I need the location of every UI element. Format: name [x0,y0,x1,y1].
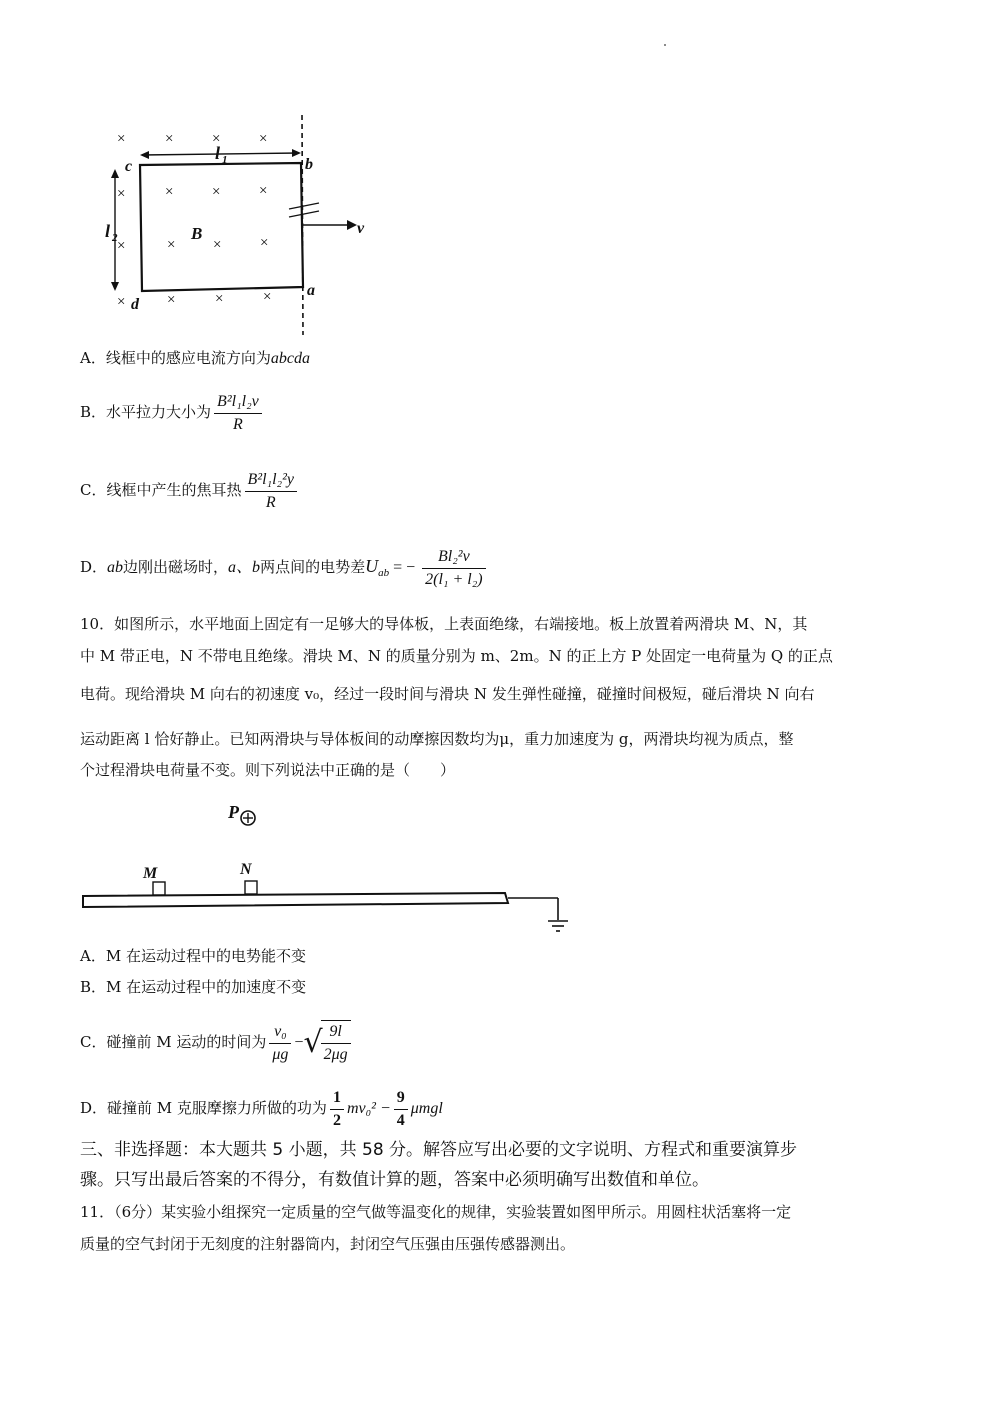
section-heading-line: 骤。只写出最后答案的不得分，有数值计算的题，答案中必须明确写出数值和单位。 [80,1170,709,1190]
q9-option-d [80,544,489,595]
cross-mark: × [212,131,221,147]
cross-mark: × [165,131,174,147]
q10-stem-line: 中 M 带正电，N 不带电且绝缘。滑块 M、N 的质量分别为 m、2m。N 的正上方 P 处固定一电荷量为 Q 的正点 [80,647,833,665]
cross-mark: × [259,183,268,199]
block-N [245,881,257,894]
board-figure [80,790,580,940]
fraction: $\frac{9l}{2\mu g}$ [321,1020,351,1066]
option-letter: D． [80,1099,108,1117]
option-math: ab [107,559,124,576]
cross-mark: × [213,237,222,253]
scan-dot [664,44,666,46]
cross-mark: × [212,184,221,200]
option-text: 水平拉力大小为 [106,403,212,421]
q10-stem-line: 10．如图所示，水平地面上固定有一足够大的导体板，上表面绝缘，右端接地。板上放置着两滑块 M、N，其 [80,615,808,633]
fraction: $\frac{\text{B²l₁l₂v}}{R}$ [214,391,262,436]
option-text: M 在运动过程中的电势能不变 [105,947,306,965]
field-boundary [302,115,303,335]
q9-option-a [80,348,310,369]
label-P: P [228,802,239,822]
q10-stem-line: 个过程滑块电荷量不变。则下列说法中正确的是（ ） [80,761,456,779]
section-heading-line: 三、非选择题：本大题共 5 小题，共 58 分。解答应写出必要的文字说明、方程式和重要演算步 [80,1140,798,1160]
option-math: mv₀² − [346,1100,391,1117]
option-math: U [365,556,379,576]
option-text: 碰撞前 M 克服摩擦力所做的功为 [107,1099,327,1117]
label-B: B [191,224,203,243]
cross-mark: × [167,237,176,253]
label-a: a [307,282,315,299]
q10-option-a [80,946,306,966]
cross-mark: × [165,184,174,200]
option-text: M 在运动过程中的加速度不变 [106,978,307,996]
cross-mark: × [263,289,272,305]
block-M [153,882,165,895]
label-l1-sub: 1 [222,154,228,166]
wire-loop [140,163,303,291]
label-N: N [240,861,252,878]
option-letter: A． [80,947,106,965]
cross-mark: × [260,235,269,251]
label-c: c [125,158,133,175]
option-text: 边刚出磁场时， [123,558,229,576]
label-l2-sub: 2 [112,232,118,244]
option-text: 碰撞前 M 运动的时间为 [106,1033,267,1051]
cross-mark: × [167,292,176,308]
fraction: $\frac{\text{B²l₁l₂²y}}{R}$ [245,469,297,514]
cross-mark: × [259,131,268,147]
option-text: 线框中产生的焦耳热 [106,481,242,499]
q11-stem-line: 质量的空气封闭于无刻度的注射器筒内，封闭空气压强由压强传感器测出。 [80,1235,576,1253]
label-d: d [131,296,139,313]
option-math: a、b [228,559,261,576]
sqrt-icon: √ [303,1025,323,1060]
cross-mark: × [117,294,126,310]
conductor-board [83,893,508,907]
label-l1: l [215,143,221,163]
fraction: $\frac{9}{4}$ [394,1087,408,1132]
cross-mark: × [117,238,126,254]
fraction: $\frac{\text{v₀}}{\mu g}$ [269,1021,291,1066]
q10-option-c [80,1018,354,1067]
option-letter: C． [80,1033,107,1051]
option-text: 两点间的电势差 [260,558,366,576]
option-letter: B． [80,403,107,421]
option-letter: A． [80,349,106,367]
cross-mark: × [117,131,126,147]
q10-stem-line: 电荷。现给滑块 M 向右的初速度 v₀，经过一段时间与滑块 N 发生弹性碰撞，碰撞时间极短，碰后滑块 N 向右 [80,685,815,703]
cross-mark: × [117,186,126,202]
q9-option-b [80,390,265,436]
label-v: v [357,220,365,237]
option-text: 线框中的感应电流方向为 [105,349,271,367]
option-math: μmgl [410,1100,443,1117]
label-l2: l [105,221,111,241]
option-math: ab [378,567,390,579]
option-math: − [294,1034,304,1051]
option-math: abcda [270,350,310,367]
q10-stem-line: 运动距离 l 恰好静止。已知两滑块与导体板间的动摩擦因数均为μ，重力加速度为 g，两滑块均视为质点，整 [80,730,794,748]
fraction: $\frac{1}{2}$ [330,1087,344,1132]
fraction: $\frac{\text{Bl₂²v}}{\text{2(l₁ + l₂)}}$ [422,546,485,591]
q10-option-b [80,977,306,997]
q9-option-c [80,468,300,514]
q11-stem-line: 11．（6分）某实验小组探究一定质量的空气做等温变化的规律，实验装置如图甲所示。用圆柱状活塞将一定 [80,1203,792,1221]
cross-mark: × [215,291,224,307]
option-math: = − [393,559,416,576]
q10-option-d [80,1084,443,1133]
label-b: b [305,156,313,173]
option-letter: B． [80,978,107,996]
label-M: M [143,865,158,882]
option-letter: C． [80,481,107,499]
option-letter: D． [80,558,108,576]
loop-in-field-figure [95,115,385,340]
